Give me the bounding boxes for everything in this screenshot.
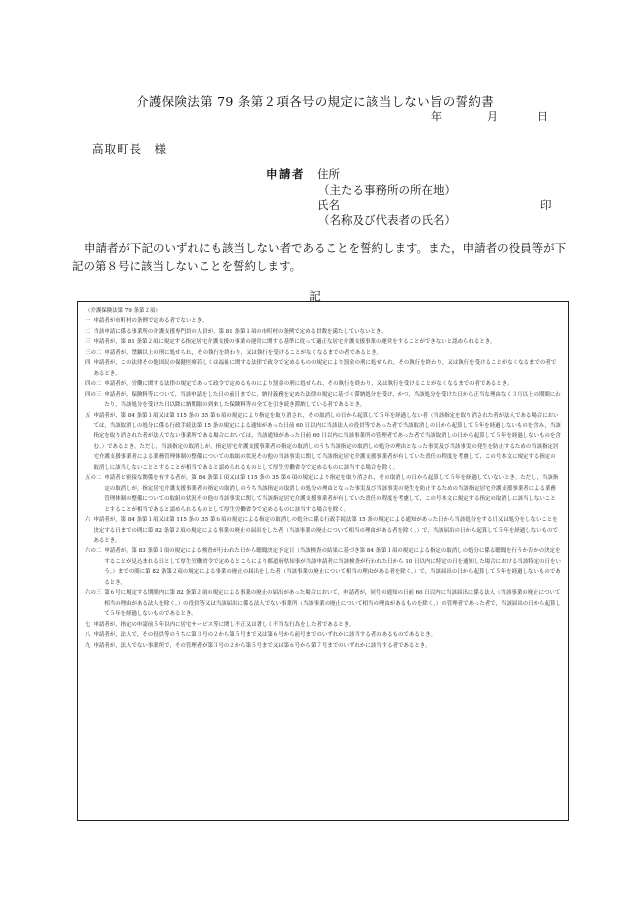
address-label: 住所	[317, 167, 340, 181]
clause-number: 二	[85, 328, 91, 335]
clause-number: 三	[85, 339, 91, 346]
clauses-box	[77, 301, 569, 821]
clause-text: 申請者が，法人でない事業所で，その管理者が第３号の２から第５号まで又は第６号から第７号までのいずれかに該当する者であるとき。	[93, 642, 431, 649]
clause-text: 申請者が，禁錮以上の刑に処せられ，その執行を終わり，又は執行を受けることがなくなるまでの者であるとき。	[104, 349, 382, 356]
document-title: 介護保険法第 79 条第２項各号の規定に該当しない旨の誓約書	[136, 94, 494, 109]
clause-text: 申請者が，第 84 条第１項又は第 115 条の 35 第６項の規定による指定の取消しの処分に係る行政手続法第 15 条の規定による通知があった日から当該処分をする日又は処分をしないことを決定する日までの間に第 82 条第２項の規定による事業の廃止の届出をした者（当該事業の廃止について相当の理由がある者を除く。）で，当該届出の日から起算して５年を経過しないものであるとき。	[93, 517, 558, 544]
clause-item	[85, 411, 561, 474]
date-day-label: 日	[537, 110, 548, 123]
clause-number: 五	[85, 412, 91, 419]
seal-mark: 印	[540, 198, 552, 212]
clause-text: 申請者が，第 81 条第２項に規定する指定居宅介護支援の事業の運営に関する基準に従って適正な居宅介護支援事業の運営をすることができないと認められるとき。	[93, 339, 496, 346]
name-note: （名称及び代表者の氏名）	[318, 213, 456, 227]
clause-text: 当該申請に係る事業所の介護支援専門員の人員が，第 81 条第１項の市町村の条例で定める員数を満たしていないとき。	[93, 328, 387, 335]
date-month-label: 月	[487, 110, 498, 123]
clause-text: 申請者が，この法律その他国民の保健医療若しくは福祉に関する法律で政令で定めるものの規定により罰金の刑に処せられ，その執行を終わり，又は執行を受けることがなくなるまでの者であるとき。	[93, 360, 557, 377]
clause-number: 六の三	[85, 590, 102, 597]
clauses-heading: （介護保険法第 79 条第２項）	[85, 308, 161, 314]
pledge-statement	[72, 240, 572, 275]
clause-text: 申請者が市町村の条例で定める者でないとき。	[93, 318, 208, 325]
clause-item	[85, 473, 561, 515]
clause-item	[85, 620, 561, 630]
name-label: 氏名	[317, 198, 340, 212]
clause-item	[85, 641, 561, 651]
clause-number: 四の二	[85, 381, 102, 388]
pledge-text: 申請者が下記のいずれにも該当しない者であることを誓約します。また，申請者の役員等が下記の第８号に該当しないことを誓約します。	[72, 241, 567, 273]
clause-number: 五の二	[85, 475, 102, 482]
clause-text: 第６号に規定する期間内に第 82 条第２項の規定による事業の廃止の届出があった場合において，申請者が，同号の通知の日前 60 日以内に当該届出に係る法人（当該事業の廃止について相当の理由がある法人を除く。）の役員等又は当該届出に係る法人でない事業所（当該事業の廃止について相当の理由があるものを除く。）の管理者であった者で，当該届出の日から起算して５年を経過しないものであるとき。	[104, 590, 561, 618]
clause-number: 六	[85, 517, 91, 524]
addressee: 高取町長 様	[92, 142, 167, 156]
clause-item	[85, 630, 561, 640]
clause-text: 申請者と密接な関係を有する者が，第 84 条第１項又は第 115 条の 35 第６項の規定により指定を取り消され，その取消しの日から起算して５年を経過していないとき。ただし，当該指定の取消しが，指定居宅介護支援事業者の指定の取消しのうち当該指定の取消しの処分の理由となった事実及び当該事実の発生を防止するための当該指定居宅介護支援事業者による業務管理体制の整備についての取組の状況その他の当該事実に関して当該指定居宅介護支援事業者が有していた責任の程度を考慮して，この号本文に規定する指定の取消しに該当しないこととすることが相当であると認められるものとして厚生労働省令で定めるものに該当する場合を除く。	[104, 475, 559, 513]
clause-number: 七	[85, 621, 91, 628]
clause-item	[85, 390, 561, 411]
address-note: （主たる事務所の所在地）	[318, 183, 456, 197]
clause-text: 申請者が，法人で，その役員等のうちに第３号の２から第５号まで又は第６号から前号までのいずれかに該当する者のあるものであるとき。	[93, 632, 436, 639]
ki-heading: 記	[309, 289, 321, 303]
clause-text: 申請者が，第 84 条第１項又は第 115 条の 35 第６項の規定により指定を取り消され，その取消しの日から起算して５年を経過しない者（当該指定を取り消された者が法人である場合においては，当該取消しの処分に係る行政手続法第 15 条の規定による通知があった日前 60 日以内に当該法人の役員等であった者で当該取消しの日から起算して５年を経過しないものを含み，当該指定を取り消された者が法人でない事業所である場合においては，当該通知があった日前 60 日以内に当該事業所の管理者であった者で当該取消しの日から起算して５年を経過しないものを含む。）であるとき。ただし，当該指定の取消しが，指定居宅介護支援事業者の指定の取消しのうち当該指定の取消しの処分の理由となった事実及び当該事実の発生を防止するための当該指定居宅介護支援事業者による業務管理体制の整備についての取組の状況その他の当該事実に関して当該指定居宅介護支援事業者が有していた責任の程度を考慮して，この号本文に規定する指定の取消しに該当しないこととすることが相当であると認められるものとして厚生労働省令で定めるものに該当する場合を除く。	[93, 412, 561, 471]
clause-item	[85, 348, 561, 358]
clause-item	[85, 588, 561, 619]
clause-item	[85, 337, 561, 347]
clause-text: 申請者が，保険料等について，当該申請をした日の前日までに，納付義務を定めた法律の規定に基づく滞納処分を受け，かつ，当該処分を受けた日から正当な理由なく３月以上の期間にわたり，当該処分を受けた日以降に納期限の到来した保険料等の全てを引き続き滞納している者であるとき。	[104, 391, 561, 409]
clause-number: 六の二	[85, 548, 102, 555]
clause-text: 申請者が，第 83 条第１項の規定による検査が行われた日から聴聞決定予定日（当該検査の結果に基づき第 84 条第１項の規定による指定の取消しの処分に係る聴聞を行うか否かの決定をすることが見込まれる日として厚生労働省令で定めるところにより都道府県知事が当該申請者に当該検査が行われた日から 10 日以内に特定の日を通知した場合における当該特定の日をいう。）までの間に第 82 条第２項の規定による事業の廃止の届出をした者（当該事業の廃止について相当の理由がある者を除く。）で，当該届出の日から起算して５年を経過しないものであるとき。	[104, 548, 561, 586]
clause-text: 申請者が，指定の申請前５年以内に居宅サービス等に関し不正又は著しく不当な行為をした者であるとき。	[93, 621, 355, 628]
clause-number: 八	[85, 632, 91, 639]
clause-number: 三の二	[85, 349, 102, 356]
clause-item	[85, 316, 561, 326]
clause-item	[85, 546, 561, 588]
applicant-label: 申請者	[266, 167, 305, 181]
clause-item	[85, 358, 561, 379]
clause-text: 申請者が，労働に関する法律の規定であって政令で定めるものにより罰金の刑に処せられ，その執行を終わり，又は執行を受けることがなくなるまでの者であるとき。	[104, 381, 513, 388]
date-year-label: 年	[431, 110, 442, 123]
clause-number: 四	[85, 360, 91, 367]
clause-item	[85, 327, 561, 337]
clause-number: 一	[85, 318, 91, 325]
clause-number: 四の三	[85, 391, 102, 398]
clause-item	[85, 515, 561, 546]
clause-number: 九	[85, 642, 91, 649]
clause-item	[85, 379, 561, 389]
clause-list	[85, 316, 561, 651]
